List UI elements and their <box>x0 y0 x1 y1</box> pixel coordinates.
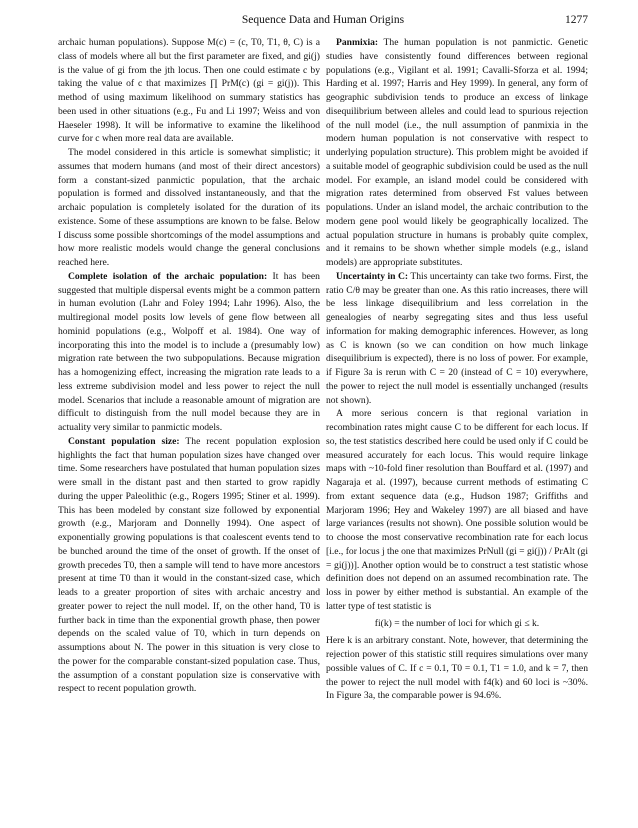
paragraph-likelihood-method: archaic human populations). Suppose M(c) = (c, T0, T1, θ, C) is a class of models where all but the first parameter are fixed, and gi(j) is the value of gi from the jth locus. Then one could estimate c by taking the value of c that maximizes ∏ PrM(c) (gi = gi(j)). This method of using maximum likelihood on summary statistics has been used in other situations (e.g., Fu and Li 1997; Weiss and von Haeseler 1998). It will be informative to examine the likelihood curve for c when more real data are available. <box>58 37 320 145</box>
heading-panmixia: Panmixia: <box>336 37 379 48</box>
paragraph-model-assumptions: The model considered in this article is somewhat simplistic; it assumes that modern humans (and most of their direct ancestors) form a constant-sized panmictic population, that the archaic population is formed and dissolved instantaneously, and that the archaic population is completely isolated for the duration of its existence. Some of these assumptions are known to be false. Below I discuss some possible shortcomings of the model assumptions and how more realistic models would change the general conclusions reached here. <box>58 147 320 268</box>
equation-fi: fi(k) = the number of loci for which gi ≤ k. <box>374 617 540 629</box>
paragraph-arbitrary-constant: Here k is an arbitrary constant. Note, however, that determining the rejection power of this statistic still requires simulations over many possible values of C. If c = 0.1, T0 = 0.1, T1 = 1.0, and k = 7, then the power to reject the null model with f4(k) and 60 loci is ~30%. In Figure 3a, the comparable power is 94.6%. <box>326 635 588 702</box>
page-number: 1277 <box>565 14 588 26</box>
paragraph-recombination-variation: A more serious concern is that regional variation in recombination rates might cause C to be different for each locus. If so, the test statistics described here could be used only if C could be measured accurately for each locus. This would require linkage maps with ~10-fold finer resolution than Bouffard et al. (1997) and Nagaraja et al. (1997), because current methods of estimating C from extant sequence data (e.g., Hudson 1987; Griffiths and Marjoram 1996; Hey and Wakeley 1997) are all biased and have large variances (results not shown). One possible solution would be to choose the most conservative recombination rate for each locus [i.e., for locus j the one that maximizes PrNull (gi = gi(j)) / PrAlt (gi = gi(j))]. Another option would be to construct a test statistic whose definition does not depend on an assumed recombination rate. The loss in power by either method is substantial. An example of the latter type of test statistic is <box>326 408 588 612</box>
paragraph-constant-population <box>58 435 320 696</box>
paragraph-complete-isolation <box>58 270 320 435</box>
heading-uncertainty-c: Uncertainty in C: <box>336 270 409 282</box>
body-complete-isolation: It has been suggested that multiple dispersal events might be a common pattern in human evolution (Lahr and Foley 1994; Lahr 1996). Also, the multiregional model posits low levels of gene flow between all hominid populations (e.g., Wolpoff et al. 1984). One way of incorporating this into the model is to include a (presumably low) migration rate between the two subpopulations. Because migration has a homogenizing effect, increasing the migration rate leads to a less extreme subdivision model and less power to reject the null model. Scenarios that include a reasonable amount of migration are difficult to distinguish from the null model because they are in actuality very similar to panmictic models. <box>58 270 320 433</box>
heading-complete-isolation: Complete isolation of the archaic population: <box>68 270 268 282</box>
left-column <box>58 36 320 696</box>
body-constant-population: The recent population explosion highlights the fact that human population sizes have changed over time. Some researchers have postulated that human population sizes were small in the distant past and then started to grow rapidly during the upper Paleolithic (e.g., Rogers 1995; Stiner et al. 1999). This has been modeled by constant size followed by exponential growth (e.g., Marjoram and Donnelly 1994). One aspect of exponentially growing populations is that coalescent events tend to be bunched around the time of the onset of growth. If the onset of growth precedes T0, then a sample will tend to have more ancestors present at time T0 than it would in the constant-sized case, which leads to a greater proportion of sites with archaic ancestry and greater power to reject the null model. If, on the other hand, T0 is further back in time than the exponential growth phase, then power depends on the scaled value of T0, which in turn depends on assumptions about N. The power in this situation is very close to the power for the comparable constant-sized population case. Thus, the assumption of a constant population size is conservative with respect to recent population growth. <box>58 435 320 695</box>
running-title: Sequence Data and Human Origins <box>241 14 405 26</box>
right-column <box>326 36 588 703</box>
paragraph-panmixia <box>326 36 588 270</box>
paragraph-uncertainty-c <box>326 270 588 408</box>
heading-constant-population: Constant population size: <box>68 435 180 447</box>
body-uncertainty-c: This uncertainty can take two forms. First, the ratio C/θ may be greater than one. As this ratio increases, there will be less linkage disequilibrium and less correlation in the genealogies of nearby segregating sites and thus less useful information for making demographic inferences. However, as long as C is known (so we can condition on how much linkage disequilibrium is expected), there is no loss of power. For example, if Figure 3a is rerun with C = 20 (instead of C = 10) everywhere, the power to reject the null model is essentially unchanged (results not shown). <box>326 270 588 406</box>
running-header <box>58 14 588 30</box>
body-panmixia: The human population is not panmictic. Genetic studies have consistently found differences between regional populations (e.g., Vigilant et al. 1991; Cavalli-Sforza et al. 1994; Harding et al. 1997; Harris and Hey 1999). In general, any form of geographic subdivision tends to produce an excess of linkage disequilibrium between alleles and could lead to spurious rejection of the null model (i.e., the null assumption of panmixia in the modern human population is not conservative with respect to underlying population structure). This problem might be avoided if a suitable model of geographic subdivision could be used as the null model. For example, an island model could be considered with migration rates determined from observed Fst values between populations. Under an island model, the archaic contribution to the modern gene pool would likely be geographically localized. The actual population structure in humans is probably quite complex, and it remains to be shown whether simple models (e.g., island models) are appropriate substitutes. <box>326 37 588 268</box>
